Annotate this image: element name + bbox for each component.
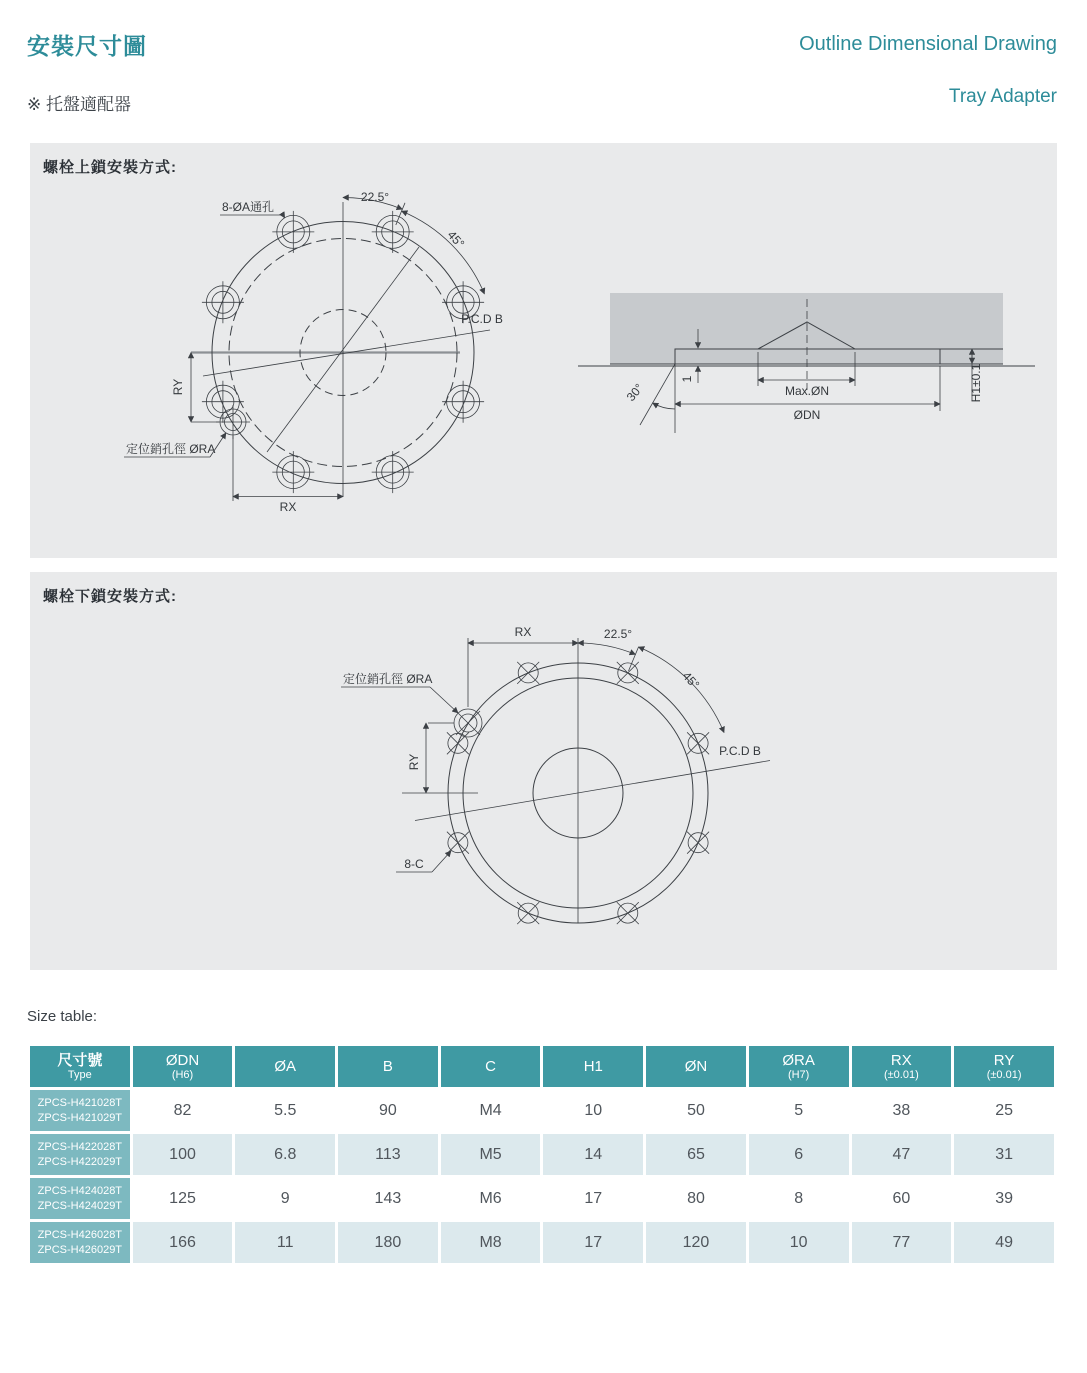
bolt-hole [202,281,244,323]
col-header-b: B [338,1046,438,1087]
size-table-header-row [30,1046,1054,1087]
table-row [30,1090,1054,1131]
label-ry: RY [407,753,421,771]
section-view [578,293,1035,433]
cell: 143 [338,1178,438,1219]
label-pcd: P.C.D B [719,744,761,758]
label-pin: 定位銷孔徑 ØRA [343,672,433,686]
cell: 77 [852,1222,952,1263]
label-holes: 8-ØA通孔 [222,200,275,214]
cell: 49 [954,1222,1054,1263]
label-angle-22: 22.5° [360,190,390,204]
col-header-n: ØN [646,1046,746,1087]
bolt-hole [372,451,414,493]
cell: M6 [441,1178,541,1219]
cell: 11 [235,1222,335,1263]
size-table-label: Size table: [27,1008,98,1025]
product-name-zh: ※ 托盤適配器 [27,95,131,114]
bolt-hole [272,211,314,253]
panel-bottom-title: 螺栓下鎖安裝方式: [43,588,177,605]
cell: 82 [133,1090,233,1131]
cell: 5 [749,1090,849,1131]
cell: 38 [852,1090,952,1131]
label-holes: 8-C [404,857,424,871]
tapped-hole [517,662,539,684]
cell: 8 [749,1178,849,1219]
arc-45 [639,647,725,733]
cell: 166 [133,1222,233,1263]
label-dn: ØDN [793,408,821,422]
panel-bottom-lock [30,572,1057,970]
col-header-a: ØA [235,1046,335,1087]
cell: 17 [543,1178,643,1219]
col-header-dn: ØDN (H6) [133,1046,233,1087]
cell: 113 [338,1134,438,1175]
panel-top-lock [30,143,1057,558]
col-header-ry: RY (±0.01) [954,1046,1054,1087]
arc-45 [402,211,485,294]
tapped-hole [617,902,639,924]
cell: 125 [133,1178,233,1219]
pin-hole [216,405,250,439]
cell: 17 [543,1222,643,1263]
cell: M5 [441,1134,541,1175]
tapped-hole [447,832,469,854]
panel-top-title: 螺栓上鎖安裝方式: [43,159,177,176]
tapped-hole [517,902,539,924]
col-header-rx: RX (±0.01) [852,1046,952,1087]
cell: 50 [646,1090,746,1131]
cell: 120 [646,1222,746,1263]
label-pin: 定位銷孔徑 ØRA [126,442,216,456]
machine-block [610,293,1003,364]
bolt-hole [272,451,314,493]
type-cell: ZPCS-H426028T ZPCS-H426029T [30,1222,130,1263]
cell: 90 [338,1090,438,1131]
type-cell: ZPCS-H422028T ZPCS-H422029T [30,1134,130,1175]
tapped-hole [617,662,639,684]
type-cell: ZPCS-H424028T ZPCS-H424029T [30,1178,130,1219]
label-angle-45: 45° [444,227,468,251]
bolt-hole [372,211,414,253]
type-cell: ZPCS-H421028T ZPCS-H421029T [30,1090,130,1131]
cell: 10 [749,1222,849,1263]
label-angle-22: 22.5° [603,627,633,641]
page-title-en: Outline Dimensional Drawing [799,33,1057,55]
label-max-n: Max.ØN [784,384,830,398]
cell: 80 [646,1178,746,1219]
tapped-hole [687,832,709,854]
cell: 25 [954,1090,1054,1131]
cell: 9 [235,1178,335,1219]
cell: 6.8 [235,1134,335,1175]
cell: 65 [646,1134,746,1175]
table-row [30,1134,1054,1175]
product-name-en: Tray Adapter [948,86,1057,107]
pcd-diameter-line [415,761,770,821]
cell: 31 [954,1134,1054,1175]
flange-bottom-view [341,625,770,924]
cell: 39 [954,1178,1054,1219]
col-header-ra: ØRA (H7) [749,1046,849,1087]
cell: 6 [749,1134,849,1175]
col-header-c: C [441,1046,541,1087]
cell: 100 [133,1134,233,1175]
label-rx: RX [279,500,297,514]
tapped-hole [447,732,469,754]
bottom-lock-drawing [30,572,1057,970]
page-title-zh: 安裝尺寸圖 [27,33,147,59]
bolt-hole [442,381,484,423]
label-one: 1 [680,375,694,383]
bolt-hole [202,381,244,423]
cell: 14 [543,1134,643,1175]
label-ry: RY [171,378,185,396]
cell: 60 [852,1178,952,1219]
cell: 5.5 [235,1090,335,1131]
table-row [30,1178,1054,1219]
col-header-type: 尺寸號 Type [30,1046,130,1087]
arc-22-5 [578,643,635,654]
cell: 10 [543,1090,643,1131]
table-row [30,1222,1054,1263]
size-table [27,1043,1057,1266]
cell: 47 [852,1134,952,1175]
cell: M8 [441,1222,541,1263]
cell: 180 [338,1222,438,1263]
label-rx: RX [514,625,532,639]
tapped-hole [687,732,709,754]
col-header-h1: H1 [543,1046,643,1087]
label-h1: H1±0.1 [969,363,983,403]
label-angle-45: 45° [679,668,703,692]
top-lock-drawing [30,143,1057,558]
label-pcd: P.C.D B [461,312,503,326]
cell: M4 [441,1090,541,1131]
flange-top-view [124,190,503,514]
label-angle-30: 30° [623,380,647,404]
